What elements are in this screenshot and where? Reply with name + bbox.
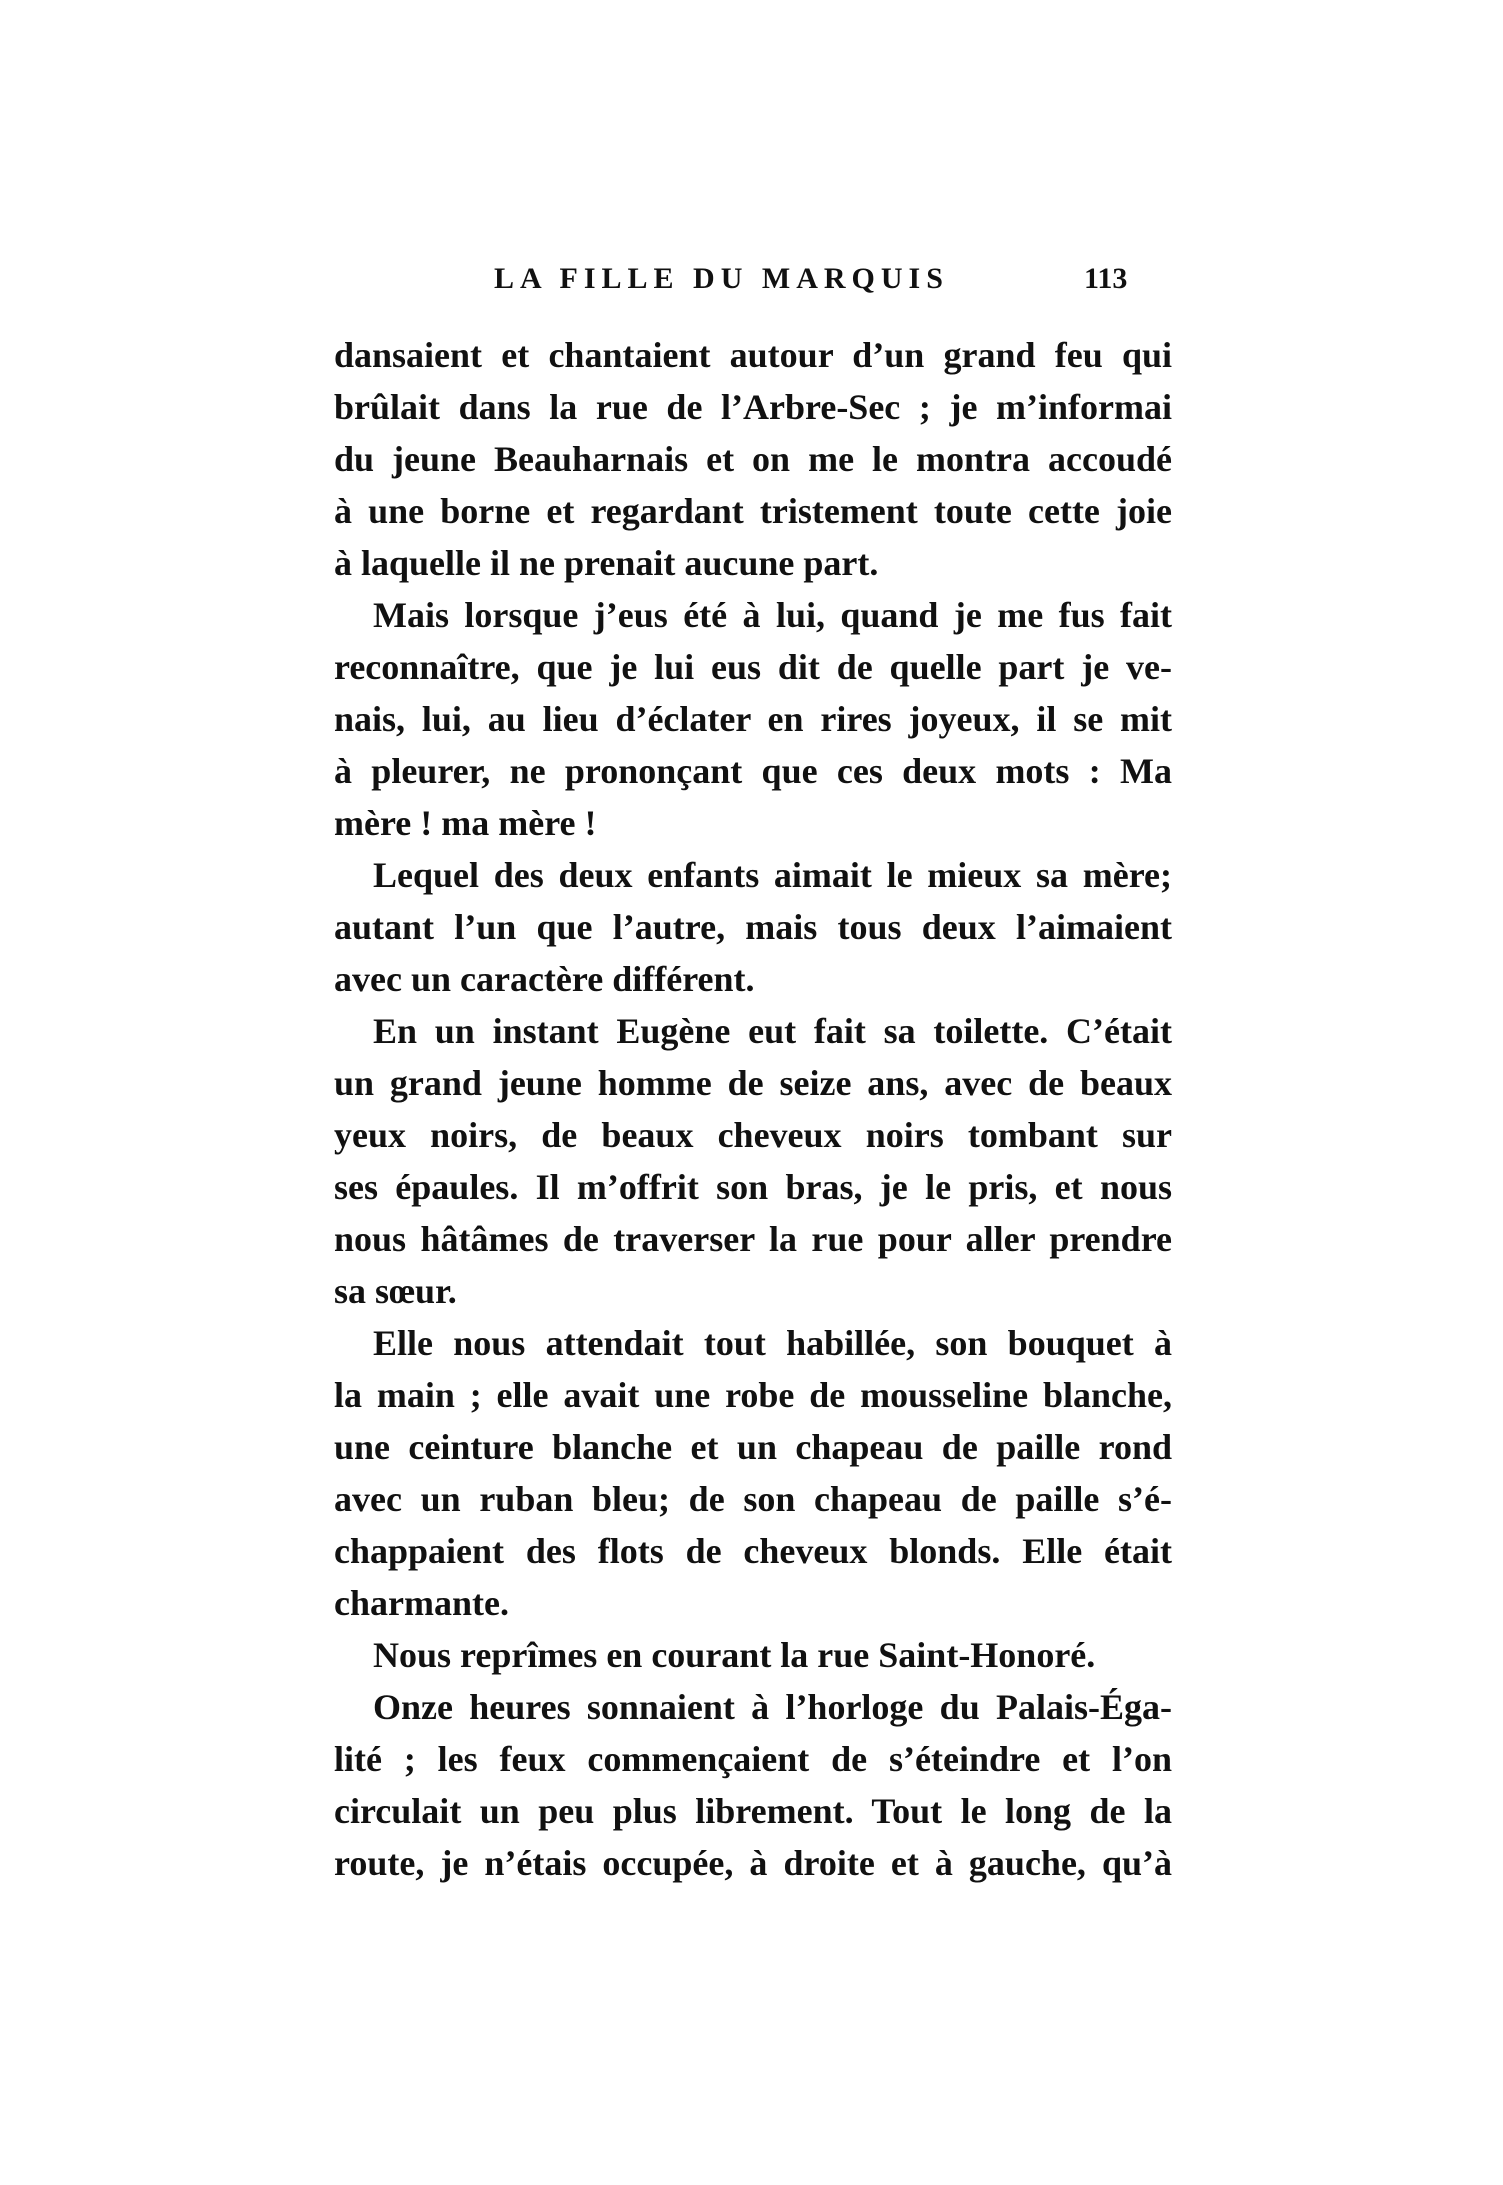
text-line: à une borne et regardant tristement toute cette joie xyxy=(334,491,1172,531)
text-line: Mais lorsque j’eus été à lui, quand je me fus fait xyxy=(373,595,1172,635)
text-line: la main ; elle avait une robe de mousseline blanche, xyxy=(334,1375,1172,1415)
text-line: nous hâtâmes de traverser la rue pour aller prendre xyxy=(334,1219,1172,1259)
body-text xyxy=(334,329,1172,1889)
text-line: un grand jeune homme de seize ans, avec de beaux xyxy=(334,1063,1172,1103)
text-line: sa sœur. xyxy=(334,1271,457,1311)
text-line: Onze heures sonnaient à l’horloge du Palais-Éga- xyxy=(373,1687,1172,1727)
text-line: mère ! ma mère ! xyxy=(334,803,597,843)
text-line: charmante. xyxy=(334,1583,509,1623)
text-line: chappaient des flots de cheveux blonds. Elle était xyxy=(334,1531,1172,1571)
text-line: circulait un peu plus librement. Tout le long de la xyxy=(334,1791,1172,1831)
text-line: En un instant Eugène eut fait sa toilette. C’était xyxy=(373,1011,1172,1051)
running-title: LA FILLE DU MARQUIS xyxy=(494,262,949,295)
text-line: Elle nous attendait tout habillée, son bouquet à xyxy=(373,1323,1172,1363)
text-line: reconnaître, que je lui eus dit de quelle part je ve- xyxy=(334,647,1172,687)
text-line: avec un ruban bleu; de son chapeau de paille s’é- xyxy=(334,1479,1172,1519)
text-line: autant l’un que l’autre, mais tous deux l’aimaient xyxy=(334,907,1172,947)
text-line: route, je n’étais occupée, à droite et à gauche, qu’à xyxy=(334,1843,1172,1883)
text-line: Lequel des deux enfants aimait le mieux sa mère; xyxy=(373,855,1172,895)
text-line: une ceinture blanche et un chapeau de paille rond xyxy=(334,1427,1172,1467)
text-line: yeux noirs, de beaux cheveux noirs tombant sur xyxy=(334,1115,1172,1155)
text-line: lité ; les feux commençaient de s’éteindre et l’on xyxy=(334,1739,1172,1779)
text-line: ses épaules. Il m’offrit son bras, je le pris, et nous xyxy=(334,1167,1172,1207)
text-line: à laquelle il ne prenait aucune part. xyxy=(334,543,879,583)
text-line: nais, lui, au lieu d’éclater en rires joyeux, il se mit xyxy=(334,699,1172,739)
text-line: brûlait dans la rue de l’Arbre-Sec ; je m’informai xyxy=(334,387,1172,427)
text-line: à pleurer, ne prononçant que ces deux mots : Ma xyxy=(334,751,1172,791)
text-line: Nous reprîmes en courant la rue Saint-Honoré. xyxy=(373,1635,1096,1675)
text-line: dansaient et chantaient autour d’un grand feu qui xyxy=(334,335,1172,375)
text-line: avec un caractère différent. xyxy=(334,959,755,999)
page-number: 113 xyxy=(1084,262,1128,295)
text-line: du jeune Beauharnais et on me le montra accoudé xyxy=(334,439,1172,479)
